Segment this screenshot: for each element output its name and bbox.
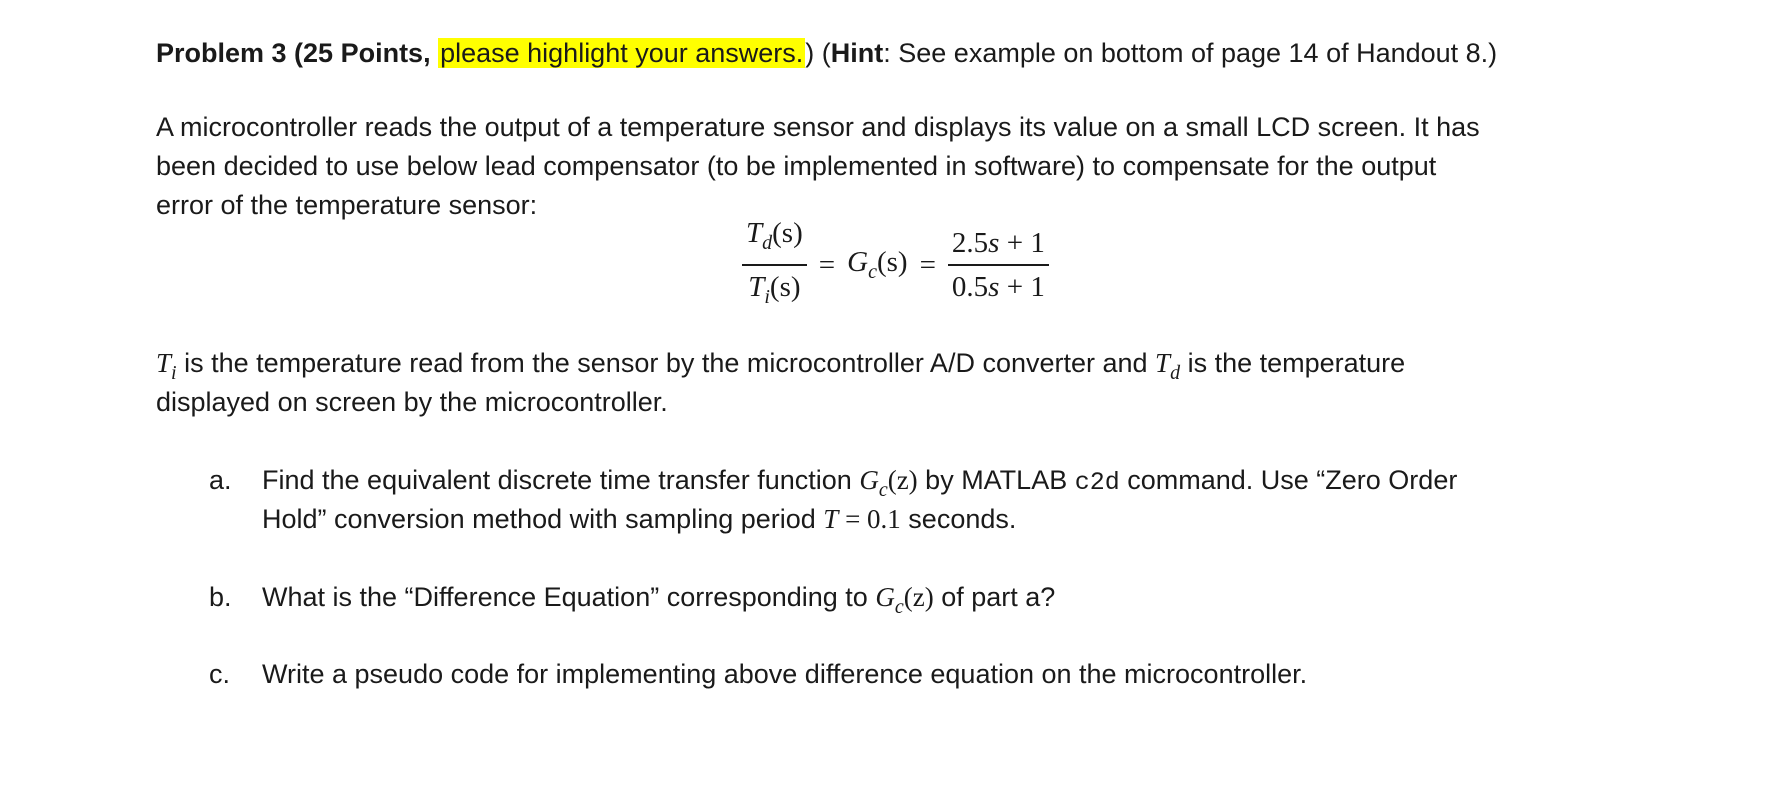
lhs-numerator: $T_d(s)$ xyxy=(746,217,803,254)
transfer-function-equation xyxy=(742,217,1049,308)
fraction-bar xyxy=(948,264,1049,266)
lhs-denominator: $T_i(s)$ xyxy=(748,271,801,308)
equals-sign: = xyxy=(818,248,836,281)
lhs-fraction xyxy=(742,215,807,315)
part-b-marker: b. xyxy=(209,582,232,612)
matlab-command: c2d xyxy=(1074,468,1120,497)
problem-title: Problem 3 (25 Points, xyxy=(156,38,439,68)
intro-line-1: A microcontroller reads the output of a temperature sensor and displays its value on a small LCD screen. It has xyxy=(156,112,1480,142)
hint-label: Hint xyxy=(830,38,884,68)
part-c-marker: c. xyxy=(209,659,231,689)
equals-sign: = xyxy=(919,248,936,281)
intro-line-2: been decided to use below lead compensator (to be implemented in software) to compensate for the output xyxy=(156,151,1437,181)
part-c-text: Write a pseudo code for implementing above difference equation on the microcontroller. xyxy=(262,659,1308,689)
highlight-instruction: please highlight your answers. xyxy=(440,38,804,68)
part-a-marker: a. xyxy=(209,465,232,495)
rhs-fraction xyxy=(948,225,1049,305)
fraction-bar xyxy=(742,264,807,266)
intro-line-3: error of the temperature sensor: xyxy=(156,190,538,220)
problem-heading xyxy=(156,36,1497,70)
part-b-text: What is the “Difference Equation” corresponding to $G_c(z)$ of part a? xyxy=(262,582,1056,618)
rhs-numerator: 2.5s + 1 xyxy=(951,227,1045,259)
compensator-symbol: $G_c(s)$ xyxy=(847,246,908,283)
part-a-line-2: Hold” conversion method with sampling period T = 0.1 seconds. xyxy=(262,504,1017,534)
part-a-line-1: Find the equivalent discrete time transfer function $G_c(z)$ by MATLAB c2d command. Use “Zero Order xyxy=(262,465,1458,501)
hint-text: : See example on bottom of page 14 of Handout 8.) xyxy=(883,38,1498,68)
rhs-denominator: 0.5s + 1 xyxy=(951,271,1045,303)
heading-paren: ) ( xyxy=(805,38,831,68)
definition-line-1: $T_i$ is the temperature read from the sensor by the microcontroller A/D converter and $T_d$ is the temperature xyxy=(156,348,1406,384)
definition-line-2: displayed on screen by the microcontroller. xyxy=(156,387,668,417)
